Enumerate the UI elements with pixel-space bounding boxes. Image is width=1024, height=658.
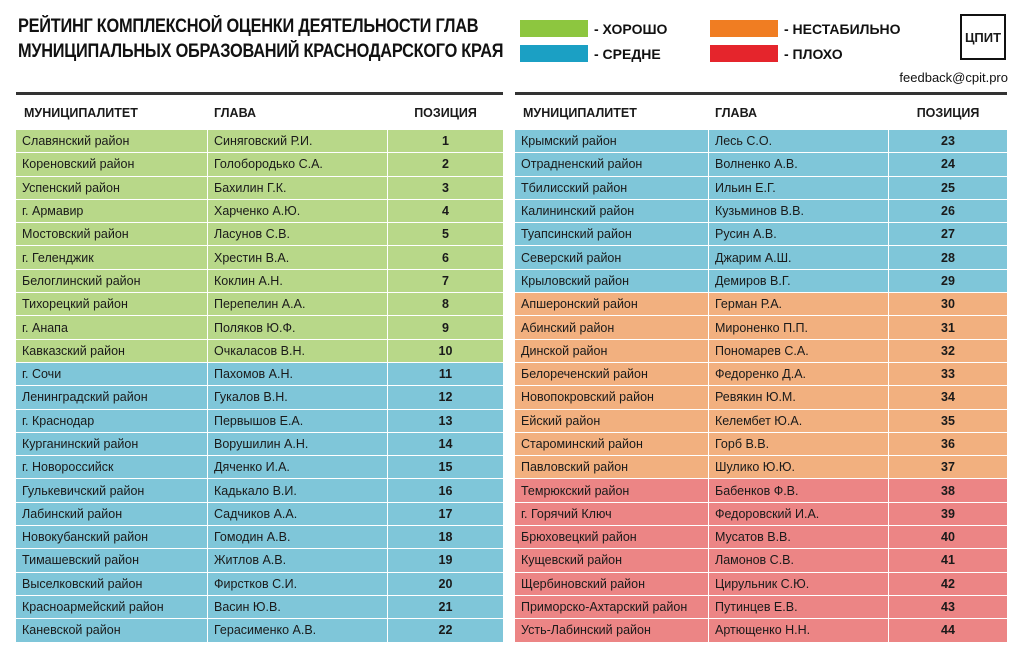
- cell-head: Артющенко Н.Н.: [709, 619, 889, 641]
- cell-position: 31: [889, 316, 1007, 338]
- cell-head: Васин Ю.В.: [208, 596, 388, 618]
- cell-position: 23: [889, 130, 1007, 152]
- cell-head: Ламонов С.В.: [709, 549, 889, 571]
- cell-head: Мусатов В.В.: [709, 526, 889, 548]
- cell-head: Поляков Ю.Ф.: [208, 316, 388, 338]
- cell-position: 18: [388, 526, 503, 548]
- cell-position: 6: [388, 246, 503, 268]
- cell-municipality: Гулькевичский район: [16, 479, 208, 501]
- cell-head: Волненко А.В.: [709, 153, 889, 175]
- cell-position: 15: [388, 456, 503, 478]
- legend-good-swatch: [520, 20, 588, 37]
- table-row: [515, 363, 1007, 386]
- cell-municipality: Лабинский район: [16, 503, 208, 525]
- legend-bad-label: - ПЛОХО: [784, 45, 843, 62]
- cell-head: Очкаласов В.Н.: [208, 340, 388, 362]
- cell-municipality: Тихорецкий район: [16, 293, 208, 315]
- cell-head: Гомодин А.В.: [208, 526, 388, 548]
- table-row: [16, 386, 503, 409]
- cell-position: 32: [889, 340, 1007, 362]
- cell-position: 38: [889, 479, 1007, 501]
- cell-municipality: Кущевский район: [515, 549, 709, 571]
- cell-municipality: Тимашевский район: [16, 549, 208, 571]
- cell-position: 5: [388, 223, 503, 245]
- cell-head: Демиров В.Г.: [709, 270, 889, 292]
- table-body: [515, 130, 1007, 643]
- table-row: [16, 153, 503, 176]
- title-line-1: РЕЙТИНГ КОМПЛЕКСНОЙ ОЦЕНКИ ДЕЯТЕЛЬНОСТИ ГЛАВ: [18, 16, 479, 37]
- cell-position: 34: [889, 386, 1007, 408]
- cell-position: 3: [388, 177, 503, 199]
- cell-municipality: Крымский район: [515, 130, 709, 152]
- cell-municipality: Новопокровский район: [515, 386, 709, 408]
- cell-position: 44: [889, 619, 1007, 641]
- cell-municipality: Белоглинский район: [16, 270, 208, 292]
- cell-head: Кадькало В.И.: [208, 479, 388, 501]
- cell-head: Цирульник С.Ю.: [709, 573, 889, 595]
- table-row: [515, 153, 1007, 176]
- table-row: [515, 479, 1007, 502]
- ranking-table-left: [16, 92, 503, 643]
- cell-municipality: Брюховецкий район: [515, 526, 709, 548]
- header-head: ГЛАВА: [709, 106, 889, 120]
- legend-unstable-swatch: [710, 20, 778, 37]
- table-row: [515, 549, 1007, 572]
- cell-municipality: Апшеронский район: [515, 293, 709, 315]
- cell-position: 10: [388, 340, 503, 362]
- cell-head: Синяговский Р.И.: [208, 130, 388, 152]
- table-row: [16, 433, 503, 456]
- cell-position: 9: [388, 316, 503, 338]
- table-row: [16, 363, 503, 386]
- cell-municipality: г. Сочи: [16, 363, 208, 385]
- cell-municipality: Павловский район: [515, 456, 709, 478]
- cell-municipality: Темрюкский район: [515, 479, 709, 501]
- cell-municipality: Староминский район: [515, 433, 709, 455]
- cell-municipality: Мостовский район: [16, 223, 208, 245]
- table-row: [515, 177, 1007, 200]
- legend-medium: [520, 45, 661, 62]
- table-row: [515, 526, 1007, 549]
- legend-good-label: - ХОРОШО: [594, 20, 668, 37]
- cell-municipality: Славянский район: [16, 130, 208, 152]
- table-row: [515, 316, 1007, 339]
- cell-position: 7: [388, 270, 503, 292]
- cell-head: Путинцев Е.В.: [709, 596, 889, 618]
- cell-position: 16: [388, 479, 503, 501]
- cell-head: Федоровский И.А.: [709, 503, 889, 525]
- table-row: [515, 596, 1007, 619]
- cell-head: Ворушилин А.Н.: [208, 433, 388, 455]
- table-row: [515, 223, 1007, 246]
- table-row: [16, 270, 503, 293]
- cell-municipality: Ейский район: [515, 410, 709, 432]
- cell-head: Ильин Е.Г.: [709, 177, 889, 199]
- cell-municipality: Ленинградский район: [16, 386, 208, 408]
- cell-municipality: Кавказский район: [16, 340, 208, 362]
- cell-municipality: Успенский район: [16, 177, 208, 199]
- page-title: [18, 14, 518, 64]
- cell-head: Пономарев С.А.: [709, 340, 889, 362]
- cell-head: Лесь С.О.: [709, 130, 889, 152]
- cell-municipality: Отрадненский район: [515, 153, 709, 175]
- cell-head: Русин А.В.: [709, 223, 889, 245]
- cell-head: Ласунов С.В.: [208, 223, 388, 245]
- cell-municipality: Динской район: [515, 340, 709, 362]
- cell-position: 28: [889, 246, 1007, 268]
- cell-head: Фирстков С.И.: [208, 573, 388, 595]
- cell-head: Шулико Ю.Ю.: [709, 456, 889, 478]
- table-row: [16, 223, 503, 246]
- cell-position: 29: [889, 270, 1007, 292]
- table-row: [16, 410, 503, 433]
- cell-position: 40: [889, 526, 1007, 548]
- cell-head: Герасименко А.В.: [208, 619, 388, 641]
- legend-bad: [710, 45, 843, 62]
- cell-position: 17: [388, 503, 503, 525]
- table-row: [515, 573, 1007, 596]
- cell-head: Гукалов В.Н.: [208, 386, 388, 408]
- cell-position: 25: [889, 177, 1007, 199]
- table-body: [16, 130, 503, 643]
- legend-bad-swatch: [710, 45, 778, 62]
- legend-good: [520, 20, 667, 37]
- table-row: [16, 340, 503, 363]
- cell-head: Герман Р.А.: [709, 293, 889, 315]
- header-position: ПОЗИЦИЯ: [414, 105, 477, 120]
- cell-municipality: Каневской район: [16, 619, 208, 641]
- cell-municipality: Усть-Лабинский район: [515, 619, 709, 641]
- cell-head: Бахилин Г.К.: [208, 177, 388, 199]
- cell-head: Горб В.В.: [709, 433, 889, 455]
- cell-head: Джарим А.Ш.: [709, 246, 889, 268]
- cell-municipality: Крыловский район: [515, 270, 709, 292]
- cell-municipality: Приморско-Ахтарский район: [515, 596, 709, 618]
- header-municipality: МУНИЦИПАЛИТЕТ: [515, 106, 709, 120]
- cell-head: Житлов А.В.: [208, 549, 388, 571]
- cell-municipality: г. Горячий Ключ: [515, 503, 709, 525]
- cell-municipality: г. Анапа: [16, 316, 208, 338]
- cell-position: 20: [388, 573, 503, 595]
- cell-municipality: Туапсинский район: [515, 223, 709, 245]
- cell-position: 43: [889, 596, 1007, 618]
- legend-unstable-label: - НЕСТАБИЛЬНО: [784, 20, 901, 37]
- cell-position: 11: [388, 363, 503, 385]
- cpit-logo: ЦПИТ: [960, 14, 1006, 60]
- table-row: [16, 526, 503, 549]
- cell-municipality: Щербиновский район: [515, 573, 709, 595]
- ranking-table-right: [515, 92, 1007, 643]
- table-row: [515, 200, 1007, 223]
- cell-municipality: Кореновский район: [16, 153, 208, 175]
- cell-head: Пахомов А.Н.: [208, 363, 388, 385]
- table-row: [16, 479, 503, 502]
- cell-municipality: Северский район: [515, 246, 709, 268]
- cell-head: Первышов Е.А.: [208, 410, 388, 432]
- cell-head: Бабенков Ф.В.: [709, 479, 889, 501]
- header-position: ПОЗИЦИЯ: [916, 105, 980, 120]
- cell-position: 8: [388, 293, 503, 315]
- table-header: [16, 92, 503, 130]
- cell-position: 22: [388, 619, 503, 641]
- cell-head: Коклин А.Н.: [208, 270, 388, 292]
- cell-position: 41: [889, 549, 1007, 571]
- cell-municipality: Новокубанский район: [16, 526, 208, 548]
- table-row: [515, 340, 1007, 363]
- table-row: [16, 573, 503, 596]
- cell-position: 39: [889, 503, 1007, 525]
- table-row: [515, 386, 1007, 409]
- table-row: [515, 433, 1007, 456]
- cell-position: 13: [388, 410, 503, 432]
- table-row: [16, 596, 503, 619]
- table-header: [515, 92, 1007, 130]
- cell-position: 21: [388, 596, 503, 618]
- cell-municipality: Красноармейский район: [16, 596, 208, 618]
- table-row: [16, 456, 503, 479]
- table-row: [515, 456, 1007, 479]
- cell-municipality: Курганинский район: [16, 433, 208, 455]
- table-row: [16, 549, 503, 572]
- cell-municipality: Выселковский район: [16, 573, 208, 595]
- cell-position: 24: [889, 153, 1007, 175]
- table-row: [16, 316, 503, 339]
- table-row: [16, 246, 503, 269]
- feedback-email[interactable]: feedback@cpit.pro: [899, 70, 1008, 85]
- header-head: ГЛАВА: [208, 106, 388, 120]
- cell-head: Садчиков А.А.: [208, 503, 388, 525]
- cell-position: 12: [388, 386, 503, 408]
- cell-municipality: Абинский район: [515, 316, 709, 338]
- legend-unstable: [710, 20, 901, 37]
- table-row: [16, 503, 503, 526]
- table-row: [515, 410, 1007, 433]
- table-row: [16, 177, 503, 200]
- table-row: [515, 130, 1007, 153]
- cell-head: Дяченко И.А.: [208, 456, 388, 478]
- cell-position: 36: [889, 433, 1007, 455]
- cell-municipality: Тбилисский район: [515, 177, 709, 199]
- table-row: [16, 130, 503, 153]
- cell-head: Мироненко П.П.: [709, 316, 889, 338]
- cell-position: 2: [388, 153, 503, 175]
- cell-head: Харченко А.Ю.: [208, 200, 388, 222]
- legend-medium-swatch: [520, 45, 588, 62]
- cell-municipality: г. Краснодар: [16, 410, 208, 432]
- cell-head: Голобородько С.А.: [208, 153, 388, 175]
- legend-medium-label: - СРЕДНЕ: [594, 45, 661, 62]
- table-row: [515, 503, 1007, 526]
- table-row: [515, 293, 1007, 316]
- cell-position: 30: [889, 293, 1007, 315]
- cell-head: Ревякин Ю.М.: [709, 386, 889, 408]
- cell-position: 14: [388, 433, 503, 455]
- cell-head: Перепелин А.А.: [208, 293, 388, 315]
- title-line-2: МУНИЦИПАЛЬНЫХ ОБРАЗОВАНИЙ КРАСНОДАРСКОГО КРАЯ: [18, 41, 504, 62]
- table-row: [16, 293, 503, 316]
- header-municipality: МУНИЦИПАЛИТЕТ: [16, 106, 208, 120]
- cell-position: 19: [388, 549, 503, 571]
- table-row: [16, 619, 503, 642]
- cell-municipality: г. Армавир: [16, 200, 208, 222]
- table-row: [16, 200, 503, 223]
- cell-municipality: Калининский район: [515, 200, 709, 222]
- cell-municipality: Белореченский район: [515, 363, 709, 385]
- cell-position: 4: [388, 200, 503, 222]
- cell-position: 37: [889, 456, 1007, 478]
- cell-head: Хрестин В.А.: [208, 246, 388, 268]
- table-row: [515, 270, 1007, 293]
- table-row: [515, 246, 1007, 269]
- cell-municipality: г. Геленджик: [16, 246, 208, 268]
- cell-municipality: г. Новороссийск: [16, 456, 208, 478]
- cell-position: 27: [889, 223, 1007, 245]
- cell-head: Келембет Ю.А.: [709, 410, 889, 432]
- table-row: [515, 619, 1007, 642]
- cell-position: 1: [388, 130, 503, 152]
- cell-position: 26: [889, 200, 1007, 222]
- cell-head: Кузьминов В.В.: [709, 200, 889, 222]
- cell-position: 42: [889, 573, 1007, 595]
- cell-head: Федоренко Д.А.: [709, 363, 889, 385]
- cell-position: 33: [889, 363, 1007, 385]
- cell-position: 35: [889, 410, 1007, 432]
